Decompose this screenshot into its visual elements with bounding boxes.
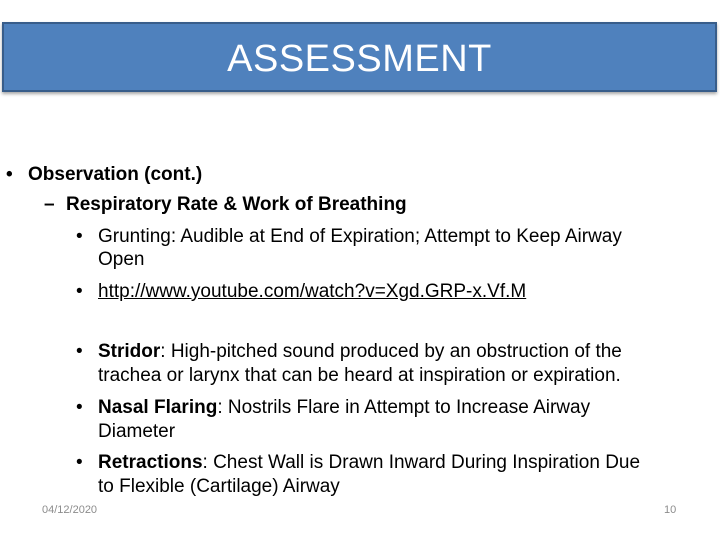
bullet-marker: • (76, 341, 83, 362)
stridor-item (76, 340, 622, 364)
stridor-term: Stridor (98, 341, 161, 362)
stridor-continuation: trachea or larynx that can be heard at inspiration or expiration. (98, 365, 621, 386)
retractions-text: : Chest Wall is Drawn Inward During Inspiration Due (202, 452, 641, 473)
video-link-item (76, 280, 526, 304)
dash-marker: – (44, 194, 55, 215)
bullet-marker: • (76, 281, 83, 302)
bullet-marker: • (76, 397, 83, 418)
bullet-marker: • (6, 164, 13, 185)
level1-text: Observation (cont.) (28, 164, 203, 185)
footer-page-number: 10 (664, 504, 677, 516)
retractions-item (76, 451, 640, 475)
bullet-marker: • (76, 226, 83, 247)
nasal-flaring-term: Nasal Flaring (98, 397, 218, 418)
retractions-term: Retractions (98, 452, 203, 473)
grunting-item (76, 225, 622, 249)
level2-text: Respiratory Rate & Work of Breathing (66, 194, 407, 215)
bullet-marker: • (76, 452, 83, 473)
level1-item (6, 163, 202, 187)
grunting-continuation: Open (98, 249, 145, 270)
nasal-flaring-continuation: Diameter (98, 421, 176, 442)
footer-date: 04/12/2020 (42, 504, 98, 516)
slide-title: ASSESSMENT (227, 38, 492, 80)
youtube-link[interactable]: http://www.youtube.com/watch?v=Xgd.GRP-x.Vf.M (98, 281, 527, 302)
nasal-flaring-item (76, 396, 590, 420)
retractions-continuation: to Flexible (Cartilage) Airway (98, 476, 340, 497)
grunting-text: Grunting: Audible at End of Expiration; Attempt to Keep Airway (98, 226, 622, 247)
level2-item (44, 193, 407, 217)
nasal-flaring-text: : Nostrils Flare in Attempt to Increase Airway (217, 397, 591, 418)
stridor-text: : High-pitched sound produced by an obstruction of the (160, 341, 622, 362)
